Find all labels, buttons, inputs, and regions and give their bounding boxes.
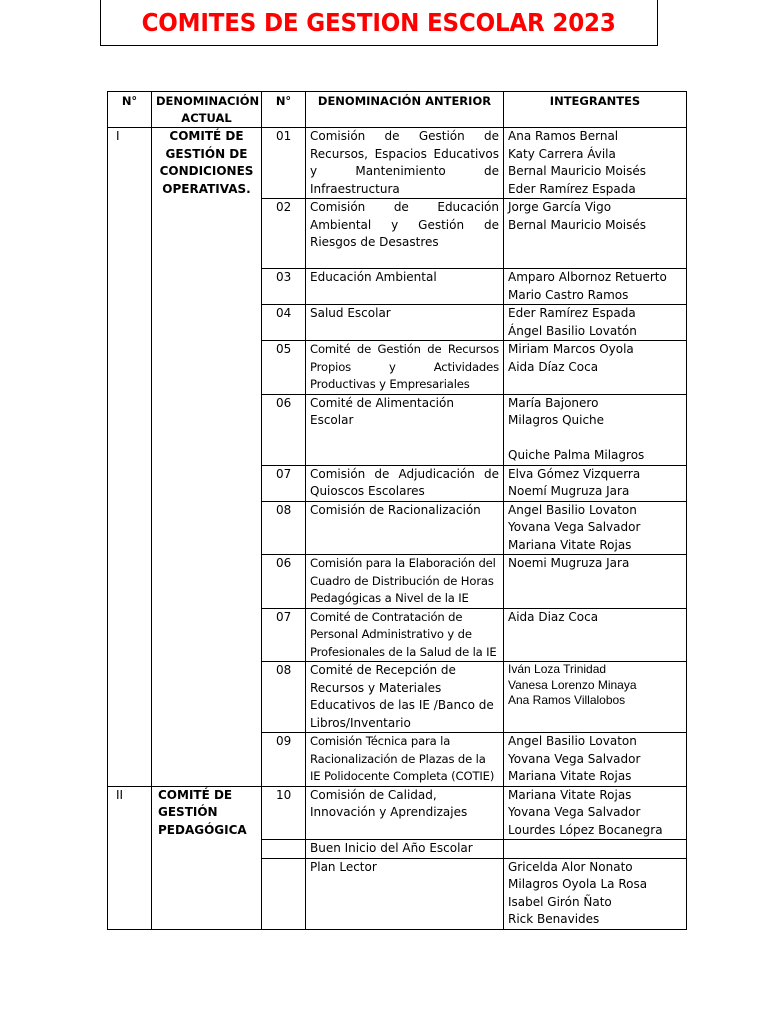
member-name: María Bajonero [508, 395, 599, 410]
previous-name: Educación Ambiental [306, 269, 504, 305]
member-name: Elva Gómez Vizquerra [508, 466, 641, 481]
member-name: Quiche Palma Milagros [508, 448, 645, 462]
header-group-number: N° [108, 92, 152, 128]
previous-name: Comisión de Adjudicación de Quioscos Escolares [306, 465, 504, 501]
member-name: Isabel Girón Ñato [508, 894, 612, 909]
member-name: Noemí Mugruza Jara [508, 484, 630, 498]
member-name: Milagros Oyola La Rosa [508, 877, 648, 891]
previous-name: Comisión de Gestión de Recursos, Espacios Educativos y Mantenimiento de Infraestructura [306, 128, 504, 199]
row-number: 07 [262, 608, 306, 662]
members-cell [504, 840, 687, 859]
group-name: COMITÉ DE GESTIÓN DE CONDICIONES OPERATIVAS. [152, 128, 262, 787]
row-number: 08 [262, 662, 306, 733]
member-name: Katy Carrera Ávila [508, 146, 616, 161]
header-previous-name: DENOMINACIÓN ANTERIOR [306, 92, 504, 128]
member-name: Ana Ramos Bernal [508, 129, 619, 143]
previous-name: Comité de Recepción de Recursos y Materiales Educativos de las IE /Banco de Libros/Inventario [306, 662, 504, 733]
members-cell [504, 733, 687, 787]
previous-name: Comisión de Calidad, Innovación y Aprendizajes [306, 786, 504, 840]
row-number: 09 [262, 733, 306, 787]
table-row [108, 786, 687, 840]
row-number: 06 [262, 394, 306, 465]
header-item-number: N° [262, 92, 306, 128]
members-cell [504, 341, 687, 395]
previous-name: Comité de Contratación de Personal Administrativo y de Profesionales de la Salud de la IE [306, 608, 504, 662]
header-members: INTEGRANTES [504, 92, 687, 128]
member-name: Iván Loza Trinidad [508, 662, 607, 676]
member-name: Vanesa Lorenzo Minaya [508, 677, 637, 692]
members-cell [504, 394, 687, 465]
group-number: II [108, 786, 152, 929]
member-name: Eder Ramírez Espada [508, 181, 636, 196]
members-cell [504, 501, 687, 555]
members-cell [504, 786, 687, 840]
title-box [100, 0, 658, 46]
row-number: 02 [262, 199, 306, 269]
member-name: Miriam Marcos Oyola [508, 342, 634, 356]
member-name: Mariana Vitate Rojas [508, 537, 632, 552]
previous-name: Plan Lector [306, 858, 504, 929]
member-name: Rick Benavides [508, 912, 600, 926]
member-name: Lourdes López Bocanegra [508, 822, 663, 837]
previous-name: Buen Inicio del Año Escolar [306, 840, 504, 859]
members-cell [504, 199, 687, 269]
member-name: Milagros Quiche [508, 413, 605, 427]
previous-name: Comisión de Educación Ambiental y Gestión de Riesgos de Desastres [306, 199, 504, 269]
member-name: Yovana Vega Salvador [508, 805, 641, 819]
group-name: COMITÉ DE GESTIÓN PEDAGÓGICA [152, 786, 262, 929]
member-name: Angel Basilio Lovaton [508, 734, 637, 748]
row-number [262, 840, 306, 859]
row-number: 05 [262, 341, 306, 395]
previous-name: Comité de Gestión de Recursos Propios y Actividades Productivas y Empresariales [306, 341, 504, 395]
table-row [108, 128, 687, 199]
member-name: Ángel Basilio Lovatón [508, 323, 637, 338]
member-name: Jorge García Vigo [508, 200, 612, 214]
members-cell [504, 465, 687, 501]
members-cell [504, 858, 687, 929]
row-number [262, 858, 306, 929]
members-cell [504, 128, 687, 199]
row-number: 01 [262, 128, 306, 199]
members-cell [504, 269, 687, 305]
row-number: 06 [262, 555, 306, 609]
member-name: Ana Ramos Villalobos [508, 693, 626, 707]
previous-name: Salud Escolar [306, 305, 504, 341]
member-name: Amparo Albornoz Retuerto [508, 270, 667, 284]
spacer [508, 430, 682, 448]
member-name: Yovana Vega Salvador [508, 751, 641, 766]
member-name: Angel Basilio Lovaton [508, 502, 637, 517]
previous-name: Comité de Alimentación Escolar [306, 394, 504, 465]
members-cell [504, 662, 687, 733]
header-current-name: DENOMINACIÓN ACTUAL [152, 92, 262, 128]
row-number: 03 [262, 269, 306, 305]
member-name: Eder Ramírez Espada [508, 306, 636, 320]
table-header-row [108, 92, 687, 128]
row-number: 07 [262, 465, 306, 501]
member-name: Bernal Mauricio Moisés [508, 217, 647, 232]
previous-name: Comisión de Racionalización [306, 501, 504, 555]
previous-name: Comisión Técnica para la Racionalización de Plazas de la IE Polidocente Completa (COTIE) [306, 733, 504, 787]
member-name: Mariana Vitate Rojas [508, 769, 632, 783]
member-name: Aida Diaz Coca [508, 609, 599, 624]
member-name: Gricelda Alor Nonato [508, 859, 633, 874]
document-title: COMITES DE GESTION ESCOLAR 2023 [141, 8, 617, 37]
member-name: Aida Díaz Coca [508, 359, 599, 374]
members-cell [504, 555, 687, 609]
member-name: Mariana Vitate Rojas [508, 787, 632, 802]
members-cell [504, 305, 687, 341]
member-name: Bernal Mauricio Moisés [508, 164, 647, 178]
member-name: Mario Castro Ramos [508, 287, 629, 302]
member-name: Noemi Mugruza Jara [508, 556, 630, 570]
committees-table [107, 91, 687, 930]
member-name: Yovana Vega Salvador [508, 520, 641, 534]
row-number: 04 [262, 305, 306, 341]
row-number: 08 [262, 501, 306, 555]
group-number: I [108, 128, 152, 787]
row-number: 10 [262, 786, 306, 840]
members-cell [504, 608, 687, 662]
previous-name: Comisión para la Elaboración del Cuadro de Distribución de Horas Pedagógicas a Nivel de la IE [306, 555, 504, 609]
